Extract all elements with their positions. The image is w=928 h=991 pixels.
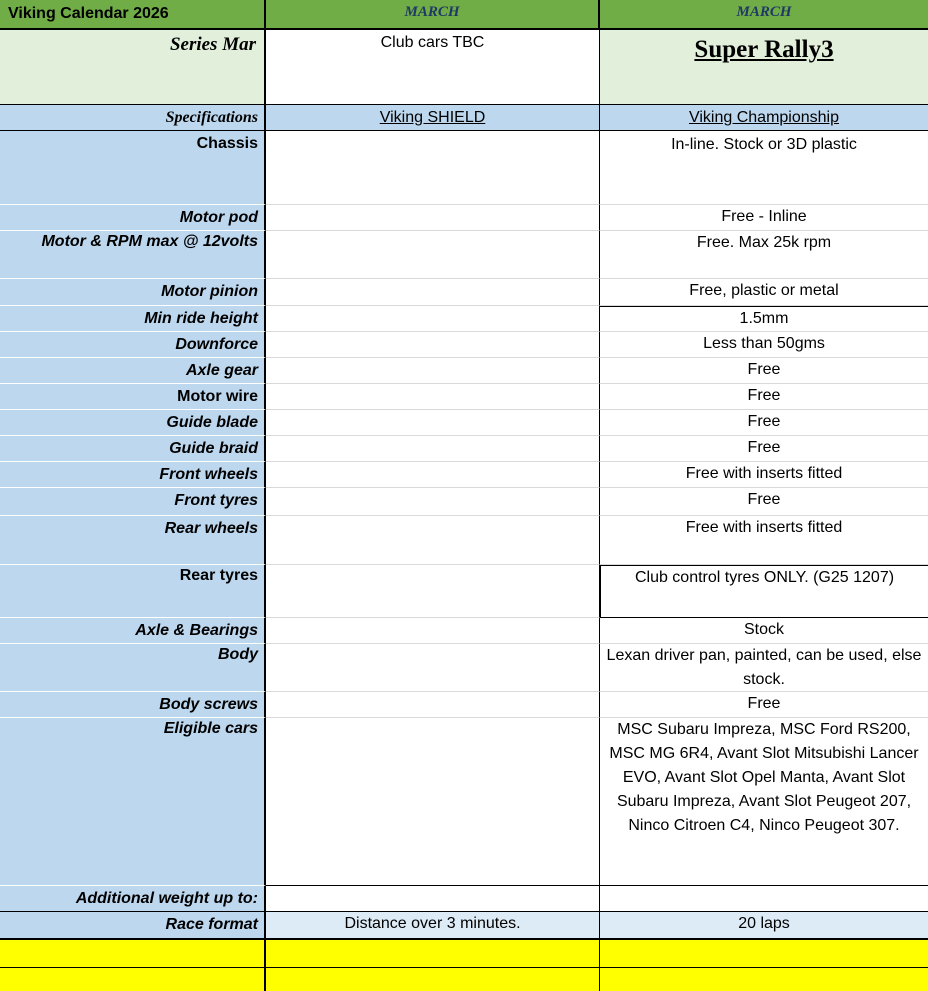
spec-label-axle-gear: Axle gear bbox=[185, 362, 258, 379]
spec-label-cell[interactable] bbox=[0, 131, 266, 205]
spec-label-cell[interactable] bbox=[0, 462, 266, 488]
highlight-row-cell[interactable] bbox=[0, 940, 266, 968]
spec-value-guide-blade: Free bbox=[747, 413, 781, 430]
spec-label-cell[interactable] bbox=[0, 358, 266, 384]
championship-value-cell[interactable] bbox=[600, 644, 928, 692]
shield-value-cell[interactable] bbox=[266, 358, 600, 384]
spec-label-front-wheels: Front wheels bbox=[159, 466, 258, 483]
highlight-row-cell[interactable] bbox=[266, 968, 600, 991]
championship-value-cell[interactable] bbox=[600, 886, 928, 912]
spec-value-body: Lexan driver pan, painted, can be used, else stock. bbox=[606, 647, 922, 688]
spec-value-front-tyres: Free bbox=[747, 491, 781, 508]
championship-value-cell[interactable] bbox=[600, 332, 928, 358]
highlight-row-cell[interactable] bbox=[600, 968, 928, 991]
spec-label-cell[interactable] bbox=[0, 410, 266, 436]
shield-value-cell[interactable] bbox=[266, 131, 600, 205]
championship-value-cell[interactable] bbox=[600, 436, 928, 462]
spec-label-cell[interactable] bbox=[0, 279, 266, 306]
spec-value-chassis: In-line. Stock or 3D plastic bbox=[671, 136, 857, 153]
specifications-label-cell[interactable] bbox=[0, 104, 266, 131]
spec-label-cell[interactable] bbox=[0, 516, 266, 565]
championship-value-cell[interactable] bbox=[600, 410, 928, 436]
spec-label-body: Body bbox=[218, 646, 258, 663]
spec-value-axle-bearings: Stock bbox=[743, 621, 784, 638]
championship-value-cell[interactable] bbox=[600, 488, 928, 516]
championship-value-cell[interactable] bbox=[600, 462, 928, 488]
spec-label-cell[interactable] bbox=[0, 644, 266, 692]
shield-value-cell[interactable] bbox=[266, 886, 600, 912]
shield-value-cell[interactable] bbox=[266, 516, 600, 565]
championship-value-cell[interactable] bbox=[600, 384, 928, 410]
series-label-cell[interactable] bbox=[0, 30, 266, 104]
spec-value-motor-pinion: Free, plastic or metal bbox=[689, 282, 839, 299]
spec-value-body-screws: Free bbox=[747, 695, 781, 712]
spec-label-cell[interactable] bbox=[0, 332, 266, 358]
race-format-shield: Distance over 3 minutes. bbox=[344, 915, 521, 932]
shield-value-cell[interactable] bbox=[266, 279, 600, 306]
month-header-shield[interactable] bbox=[266, 0, 600, 30]
spec-label-chassis: Chassis bbox=[196, 135, 258, 152]
spec-label-motor-rpm: Motor & RPM max @ 12volts bbox=[41, 233, 258, 250]
spec-label-cell[interactable] bbox=[0, 384, 266, 410]
shield-value-cell[interactable] bbox=[266, 488, 600, 516]
spec-value-eligible-cars: MSC Subaru Impreza, MSC Ford RS200, MSC MG 6R4, Avant Slot Mitsubishi Lancer EVO, Avant Slot Opel Manta, Avant Slot Subaru Impreza, Avant Slot Peugeot 207, Ninco Citroen C4, Ninco Peugeot 307. bbox=[609, 721, 919, 834]
championship-value-cell[interactable] bbox=[600, 718, 928, 886]
spec-label-rear-wheels: Rear wheels bbox=[164, 520, 258, 537]
spec-label-cell[interactable] bbox=[0, 436, 266, 462]
spec-label-guide-blade: Guide blade bbox=[166, 414, 258, 431]
series-shield-note: Club cars TBC bbox=[380, 34, 485, 51]
shield-header-cell[interactable] bbox=[266, 104, 600, 131]
spec-value-front-wheels: Free with inserts fitted bbox=[685, 465, 843, 482]
spec-label-ride-height: Min ride height bbox=[144, 310, 258, 327]
spec-label-cell[interactable] bbox=[0, 618, 266, 644]
spec-label-cell[interactable] bbox=[0, 912, 266, 940]
championship-value-cell[interactable] bbox=[600, 279, 928, 306]
spec-label-motor-wire: Motor wire bbox=[177, 388, 258, 405]
championship-header-cell[interactable] bbox=[600, 104, 928, 131]
shield-header: Viking SHIELD bbox=[379, 109, 486, 126]
spec-label-front-tyres: Front tyres bbox=[174, 492, 258, 509]
spec-label-race-format: Race format bbox=[165, 916, 258, 933]
highlight-row-cell[interactable] bbox=[600, 940, 928, 968]
shield-value-cell[interactable] bbox=[266, 205, 600, 231]
championship-value-cell[interactable] bbox=[600, 516, 928, 565]
championship-value-cell[interactable] bbox=[600, 358, 928, 384]
month-header-championship[interactable] bbox=[600, 0, 928, 30]
series-championship-name: Super Rally3 bbox=[694, 36, 834, 63]
spec-label-cell[interactable] bbox=[0, 886, 266, 912]
spec-value-motor-rpm: Free. Max 25k rpm bbox=[696, 234, 832, 251]
championship-value-cell[interactable] bbox=[600, 618, 928, 644]
specifications-label: Specifications bbox=[165, 109, 258, 126]
shield-value-cell[interactable] bbox=[266, 306, 600, 332]
spec-value-guide-braid: Free bbox=[747, 439, 781, 456]
championship-value-cell[interactable] bbox=[600, 692, 928, 718]
championship-value-cell[interactable] bbox=[600, 131, 928, 205]
month-label-shield: MARCH bbox=[404, 4, 460, 20]
highlight-row-cell[interactable] bbox=[266, 940, 600, 968]
shield-value-cell[interactable] bbox=[266, 436, 600, 462]
spec-value-axle-gear: Free bbox=[747, 361, 781, 378]
spec-value-rear-tyres: Club control tyres ONLY. (G25 1207) bbox=[634, 569, 895, 586]
spec-label-body-screws: Body screws bbox=[159, 696, 258, 713]
shield-value-cell[interactable] bbox=[266, 692, 600, 718]
spec-value-ride-height: 1.5mm bbox=[739, 310, 789, 327]
series-shield-cell[interactable] bbox=[266, 30, 600, 104]
shield-value-cell[interactable] bbox=[266, 462, 600, 488]
spec-label-cell[interactable] bbox=[0, 205, 266, 231]
month-label-championship: MARCH bbox=[736, 4, 792, 20]
race-format-championship: 20 laps bbox=[738, 915, 790, 932]
spec-label-downforce: Downforce bbox=[175, 336, 258, 353]
spec-value-downforce: Less than 50gms bbox=[703, 335, 825, 352]
championship-value-cell[interactable] bbox=[600, 205, 928, 231]
spec-label-motor-pinion: Motor pinion bbox=[161, 283, 258, 300]
spec-label-cell[interactable] bbox=[0, 718, 266, 886]
championship-value-cell[interactable] bbox=[600, 306, 928, 332]
shield-value-cell[interactable] bbox=[266, 565, 600, 618]
spec-value-motor-wire: Free bbox=[747, 387, 781, 404]
spec-label-axle-bearings: Axle & Bearings bbox=[135, 622, 258, 639]
calendar-title-cell[interactable] bbox=[0, 0, 266, 30]
championship-value-cell[interactable] bbox=[600, 912, 928, 940]
shield-value-cell[interactable] bbox=[266, 912, 600, 940]
spec-label-cell[interactable] bbox=[0, 565, 266, 618]
shield-value-cell[interactable] bbox=[266, 410, 600, 436]
championship-header: Viking Championship bbox=[688, 109, 839, 126]
shield-value-cell[interactable] bbox=[266, 618, 600, 644]
series-label: Series Mar bbox=[169, 34, 256, 55]
spec-label-cell[interactable] bbox=[0, 488, 266, 516]
championship-value-cell[interactable] bbox=[600, 231, 928, 279]
spec-label-cell[interactable] bbox=[0, 231, 266, 279]
spec-label-rear-tyres: Rear tyres bbox=[179, 567, 258, 584]
spec-label-cell[interactable] bbox=[0, 306, 266, 332]
highlight-row-cell[interactable] bbox=[0, 968, 266, 991]
spec-label-motor-pod: Motor pod bbox=[179, 209, 258, 226]
shield-value-cell[interactable] bbox=[266, 231, 600, 279]
spec-label-eligible-cars: Eligible cars bbox=[163, 720, 258, 737]
shield-value-cell[interactable] bbox=[266, 644, 600, 692]
series-championship-cell[interactable] bbox=[600, 30, 928, 104]
spec-label-cell[interactable] bbox=[0, 692, 266, 718]
spec-value-rear-wheels: Free with inserts fitted bbox=[685, 519, 843, 536]
shield-value-cell[interactable] bbox=[266, 718, 600, 886]
spec-label-additional-weight: Additional weight up to: bbox=[75, 890, 258, 907]
calendar-title: Viking Calendar 2026 bbox=[8, 5, 169, 22]
spec-value-motor-pod: Free - Inline bbox=[721, 208, 807, 225]
spec-label-guide-braid: Guide braid bbox=[169, 440, 258, 457]
championship-value-cell[interactable] bbox=[600, 565, 928, 618]
shield-value-cell[interactable] bbox=[266, 384, 600, 410]
shield-value-cell[interactable] bbox=[266, 332, 600, 358]
